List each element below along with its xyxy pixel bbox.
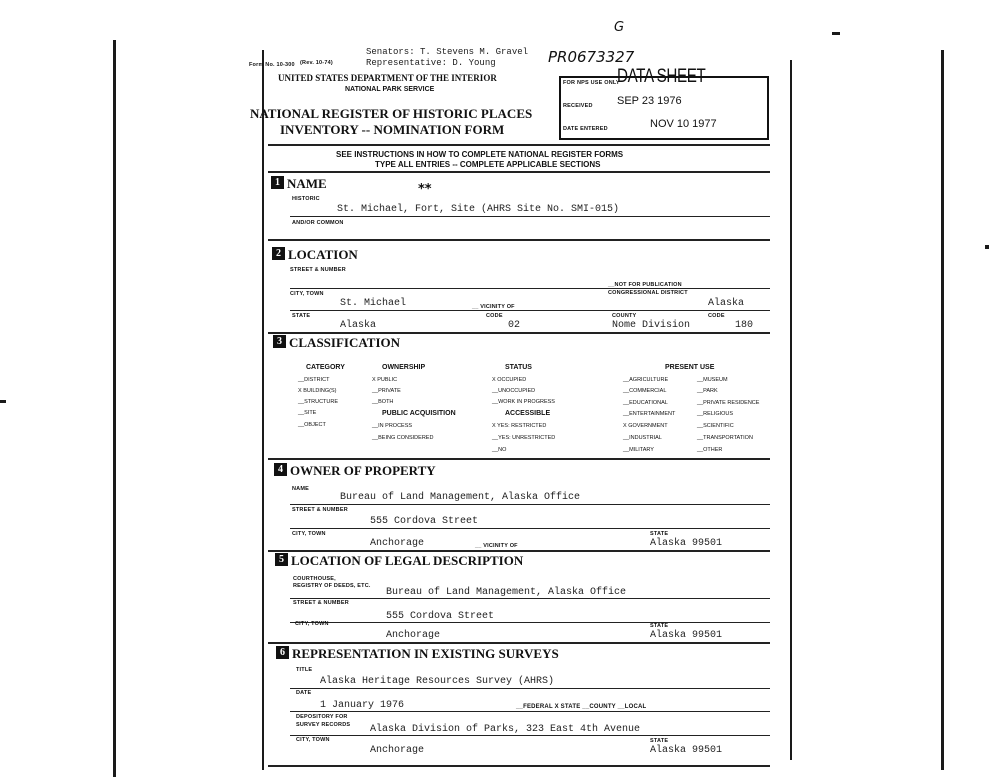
section-1-heading [271, 176, 327, 192]
legal-state-field[interactable]: Alaska 99501 [650, 630, 723, 641]
ownership-option[interactable]: __PRIVATE [372, 388, 401, 394]
owner-city-label: CITY, TOWN [292, 531, 326, 537]
survey-title-field[interactable]: Alaska Heritage Resources Survey (AHRS) [320, 676, 555, 687]
street-number-label: STREET & NUMBER [290, 267, 346, 273]
representative-note: Representative: D. Young [366, 58, 496, 68]
corner-mark: G [614, 20, 625, 35]
acquisition-option[interactable]: __BEING CONSIDERED [372, 435, 434, 441]
ownership-heading: OWNERSHIP [382, 364, 426, 371]
survey-date-field[interactable]: 1 January 1976 [320, 700, 405, 711]
category-option[interactable]: __OBJECT [298, 422, 326, 428]
status-option[interactable]: X OCCUPIED [492, 377, 527, 383]
scan-right-edge [941, 50, 944, 770]
present-use-heading: PRESENT USE [665, 364, 715, 371]
instructions-line-2: TYPE ALL ENTRIES -- COMPLETE APPLICABLE SECTIONS [375, 160, 601, 169]
depository-label-2: SURVEY RECORDS [296, 722, 351, 728]
section-2-title: LOCATION [288, 247, 358, 262]
section-3-end-rule [268, 458, 770, 460]
legal-city-field[interactable]: Anchorage [386, 630, 441, 641]
vicinity-label: __ VICINITY OF [472, 304, 515, 310]
state-code-field[interactable]: 02 [508, 320, 521, 331]
survey-state-field[interactable]: Alaska 99501 [650, 745, 723, 756]
acquisition-option[interactable]: __IN PROCESS [372, 423, 413, 429]
survey-city-label: CITY, TOWN [296, 737, 330, 743]
section-4-title: OWNER OF PROPERTY [290, 463, 436, 478]
nps-use-label: FOR NPS USE ONLY [563, 80, 620, 86]
form-title-1: NATIONAL REGISTER OF HISTORIC PLACES [250, 106, 533, 121]
date-entered-label: DATE ENTERED [563, 126, 608, 132]
present-use-option[interactable]: __OTHER [697, 447, 723, 453]
courthouse-label: COURTHOUSE, [293, 576, 336, 582]
owner-city-field[interactable]: Anchorage [370, 538, 425, 549]
present-use-option[interactable]: __INDUSTRIAL [623, 435, 662, 441]
section-1-end-rule [268, 239, 770, 241]
section-2-number: 2 [272, 247, 285, 260]
scan-right-edge-2 [790, 60, 792, 760]
ownership-option[interactable]: __BOTH [372, 399, 394, 405]
category-option[interactable]: X BUILDING(S) [298, 388, 337, 394]
common-name-label: AND/OR COMMON [292, 220, 344, 226]
section-4-end-rule [268, 550, 770, 552]
present-use-option[interactable]: __MILITARY [623, 447, 654, 453]
depository-label-1: DEPOSITORY FOR [296, 714, 348, 720]
status-option[interactable]: __WORK IN PROGRESS [492, 399, 555, 405]
section-1-number: 1 [271, 176, 284, 189]
owner-street-label: STREET & NUMBER [292, 507, 348, 513]
legal-street-label: STREET & NUMBER [293, 600, 349, 606]
section-6-heading [276, 646, 559, 662]
category-option[interactable]: __DISTRICT [298, 377, 330, 383]
form-title-2: INVENTORY -- NOMINATION FORM [280, 122, 505, 137]
present-use-option[interactable]: __COMMERCIAL [623, 388, 667, 394]
owner-state-label: STATE [650, 531, 669, 537]
county-field[interactable]: Nome Division [612, 320, 691, 331]
congressional-district-field[interactable]: Alaska [708, 298, 745, 309]
present-use-option[interactable]: __RELIGIOUS [697, 411, 734, 417]
not-for-publication-label: __NOT FOR PUBLICATION [608, 282, 682, 288]
legal-state-label: STATE [650, 623, 669, 629]
section-3-title: CLASSIFICATION [289, 335, 401, 350]
form-bottom-rule [268, 765, 770, 767]
asterisk-mark: ** [418, 182, 432, 197]
scan-speck [832, 32, 840, 35]
congressional-district-label: CONGRESSIONAL DISTRICT [608, 290, 688, 296]
county-code-label: CODE [708, 313, 725, 319]
survey-levels[interactable]: __FEDERAL X STATE __COUNTY __LOCAL [516, 704, 647, 710]
present-use-option[interactable]: __AGRICULTURE [623, 377, 669, 383]
accessible-option[interactable]: X YES: RESTRICTED [492, 423, 547, 429]
present-use-option[interactable]: __SCIENTIFIC [697, 423, 734, 429]
instructions-line-1: SEE INSTRUCTIONS IN HOW TO COMPLETE NATIONAL REGISTER FORMS [336, 150, 624, 159]
section-4-heading [274, 463, 436, 479]
registry-field[interactable]: Bureau of Land Management, Alaska Office [386, 587, 627, 598]
section-5-end-rule [268, 642, 770, 644]
present-use-option[interactable]: __EDUCATIONAL [623, 400, 668, 406]
survey-city-field[interactable]: Anchorage [370, 745, 425, 756]
legal-street-field[interactable]: 555 Cordova Street [386, 611, 495, 622]
survey-title-label: TITLE [296, 667, 313, 673]
category-option[interactable]: __SITE [298, 410, 317, 416]
survey-date-label: DATE [296, 690, 312, 696]
present-use-option[interactable]: __MUSEUM [697, 377, 728, 383]
received-date: SEP 23 1976 [617, 95, 682, 107]
state-label: STATE [292, 313, 311, 319]
present-use-option[interactable]: __PRIVATE RESIDENCE [697, 400, 760, 406]
section-2-end-rule [268, 332, 770, 334]
present-use-option[interactable]: X GOVERNMENT [623, 423, 668, 429]
section-5-title: LOCATION OF LEGAL DESCRIPTION [291, 553, 524, 568]
section-5-heading [275, 553, 523, 569]
rule [290, 310, 770, 311]
rule [290, 288, 770, 289]
owner-name-label: NAME [292, 486, 309, 492]
state-field[interactable]: Alaska [340, 320, 377, 331]
rule [290, 711, 770, 712]
present-use-option[interactable]: __ENTERTAINMENT [623, 411, 676, 417]
rule [290, 598, 770, 599]
form-revision: (Rev. 10-74) [300, 60, 333, 66]
rule [290, 528, 770, 529]
category-option[interactable]: __STRUCTURE [298, 399, 339, 405]
instructions-top-rule [268, 144, 770, 146]
owner-state-field[interactable]: Alaska 99501 [650, 538, 723, 549]
code-label: CODE [486, 313, 503, 319]
ownership-option[interactable]: X PUBLIC [372, 377, 398, 383]
service-name: NATIONAL PARK SERVICE [345, 86, 435, 93]
scan-speck [0, 400, 6, 403]
accessible-heading: ACCESSIBLE [505, 410, 551, 417]
depository-field[interactable]: Alaska Division of Parks, 323 East 4th Avenue [370, 724, 641, 735]
reference-number: PR0673327 [548, 48, 635, 66]
rule [290, 688, 770, 689]
historic-label: HISTORIC [292, 196, 320, 202]
section-6-number: 6 [276, 646, 289, 659]
data-sheet-stamp: DATA SHEET [617, 66, 706, 87]
rule [290, 216, 770, 217]
rule [290, 735, 770, 736]
owner-name-field[interactable]: Bureau of Land Management, Alaska Office [340, 492, 581, 503]
received-label: RECEIVED [563, 103, 593, 109]
county-code-field[interactable]: 180 [735, 320, 754, 331]
survey-state-label: STATE [650, 738, 669, 744]
section-4-number: 4 [274, 463, 287, 476]
form-left-border [262, 50, 264, 770]
owner-vicinity-label: __ VICINITY OF [475, 543, 518, 549]
present-use-option[interactable]: __TRANSPORTATION [697, 435, 753, 441]
legal-city-label: CITY, TOWN [295, 621, 329, 627]
scan-speck [985, 245, 989, 249]
section-3-heading [273, 335, 400, 351]
present-use-option[interactable]: __PARK [697, 388, 718, 394]
section-2-heading [272, 247, 358, 263]
date-entered-value: NOV 10 1977 [650, 118, 717, 130]
rule [290, 504, 770, 505]
category-heading: CATEGORY [306, 364, 345, 371]
instructions-bottom-rule [268, 171, 770, 173]
historic-name-field[interactable]: St. Michael, Fort, Site (AHRS Site No. SMI-015) [337, 204, 620, 215]
public-acquisition-heading: PUBLIC ACQUISITION [382, 410, 456, 417]
status-heading: STATUS [505, 364, 532, 371]
section-5-number: 5 [275, 553, 288, 566]
registry-label: REGISTRY OF DEEDS, ETC. [293, 583, 371, 589]
scan-left-edge [113, 40, 116, 777]
city-town-label: CITY, TOWN [290, 291, 324, 297]
form-number: Form No. 10-300 [249, 62, 295, 68]
city-field[interactable]: St. Michael [340, 298, 407, 309]
owner-street-field[interactable]: 555 Cordova Street [370, 516, 479, 527]
section-3-number: 3 [273, 335, 286, 348]
county-label: COUNTY [612, 313, 637, 319]
section-1-title: NAME [287, 176, 327, 191]
rule [290, 622, 770, 623]
accessible-option[interactable]: __NO [492, 447, 507, 453]
status-option[interactable]: __UNOCCUPIED [492, 388, 536, 394]
accessible-option[interactable]: __YES: UNRESTRICTED [492, 435, 556, 441]
senators-note: Senators: T. Stevens M. Gravel [366, 47, 529, 57]
section-6-title: REPRESENTATION IN EXISTING SURVEYS [292, 646, 559, 661]
department-name: UNITED STATES DEPARTMENT OF THE INTERIOR [278, 73, 497, 83]
